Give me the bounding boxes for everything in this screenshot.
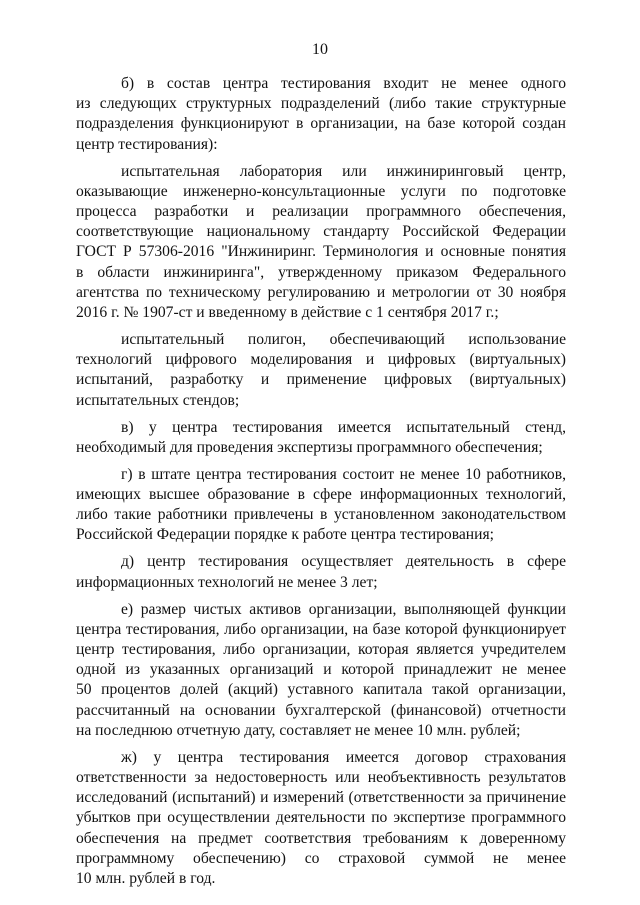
text-line: обеспечения на предмет соответствия требованиям к доверенному xyxy=(76,829,566,847)
text-line: в) у центра тестирования имеется испытательный стенд, xyxy=(121,418,566,436)
text-line: либо такие работники привлечены в установленном законодательством xyxy=(76,506,566,524)
paragraph xyxy=(76,600,566,741)
text-line: соответствующие национальному стандарту Российской Федерации xyxy=(76,223,566,241)
text-line: информационных технологий не менее 3 лет; xyxy=(76,573,378,591)
text-line: испытательный полигон, обеспечивающий использование xyxy=(121,331,566,349)
text-line: 2016 г. № 1907-ст и введенному в действие с 1 сентября 2017 г.; xyxy=(76,304,499,322)
paragraph xyxy=(76,465,566,546)
page-number: 10 xyxy=(312,41,328,58)
text-line: ж) у центра тестирования имеется договор страхования xyxy=(121,748,566,766)
text-line: е) размер чистых активов организации, выполняющей функции xyxy=(121,600,566,618)
paragraph xyxy=(76,552,566,592)
text-line: агентства по техническому регулированию и метрологии от 30 ноября xyxy=(76,283,566,301)
text-line: центр тестирования): xyxy=(76,135,218,153)
paragraph xyxy=(76,418,566,458)
text-line: ответственности за недостоверность или необъективность результатов xyxy=(76,769,566,787)
text-line: 10 млн. рублей в год. xyxy=(76,870,216,888)
text-line: исследований (испытаний) и измерений (ответственности за причинение xyxy=(76,789,566,807)
text-line: в области инжиниринга", утвержденному приказом Федерального xyxy=(76,263,566,281)
text-line: из следующих структурных подразделений (либо такие структурные xyxy=(76,95,566,113)
text-line: 50 процентов долей (акций) уставного капитала такой организации, xyxy=(76,681,566,699)
text-line: технологий цифрового моделирования и цифровых (виртуальных) xyxy=(76,351,566,369)
paragraph xyxy=(76,330,566,411)
text-line: процесса разработки и реализации программного обеспечения, xyxy=(76,203,566,221)
text-line: центр тестирования, либо организации, которая является учредителем xyxy=(76,641,566,659)
text-line: испытательная лаборатория или инжиниринговый центр, xyxy=(121,162,566,180)
paragraph xyxy=(76,162,566,324)
text-line: подразделения функционируют в организации, на базе которой создан xyxy=(76,115,566,133)
text-line: имеющих высшее образование в сфере информационных технологий, xyxy=(76,486,566,504)
text-line: программному обеспечению) со страховой суммой не менее xyxy=(76,849,566,867)
paragraph xyxy=(76,748,566,889)
text-line: Российской Федерации порядке к работе центра тестирования; xyxy=(76,526,495,544)
text-line: д) центр тестирования осуществляет деятельность в сфере xyxy=(121,553,566,571)
paragraph xyxy=(76,74,566,155)
text-line: испытательных стендов; xyxy=(76,391,240,409)
text-line: ГОСТ Р 57306-2016 "Инжиниринг. Терминология и основные понятия xyxy=(76,243,566,261)
document-body xyxy=(76,74,566,896)
text-line: испытаний, разработку и применение цифровых (виртуальных) xyxy=(76,371,566,389)
text-line: рассчитанный на основании бухгалтерской (финансовой) отчетности xyxy=(76,701,566,719)
text-line: центра тестирования, либо организации, на базе которой функционирует xyxy=(76,620,566,638)
text-line: б) в состав центра тестирования входит не менее одного xyxy=(121,75,566,92)
text-line: г) в штате центра тестирования состоит не менее 10 работников, xyxy=(121,465,566,483)
text-line: убытков при осуществлении деятельности по экспертизе программного xyxy=(76,809,566,827)
text-line: на последнюю отчетную дату, составляет не менее 10 млн. рублей; xyxy=(76,721,521,739)
text-line: необходимый для проведения экспертизы программного обеспечения; xyxy=(76,438,543,456)
text-line: оказывающие инженерно-консультационные услуги по подготовке xyxy=(76,182,566,200)
text-line: одной из указанных организаций и которой принадлежит не менее xyxy=(76,661,566,679)
